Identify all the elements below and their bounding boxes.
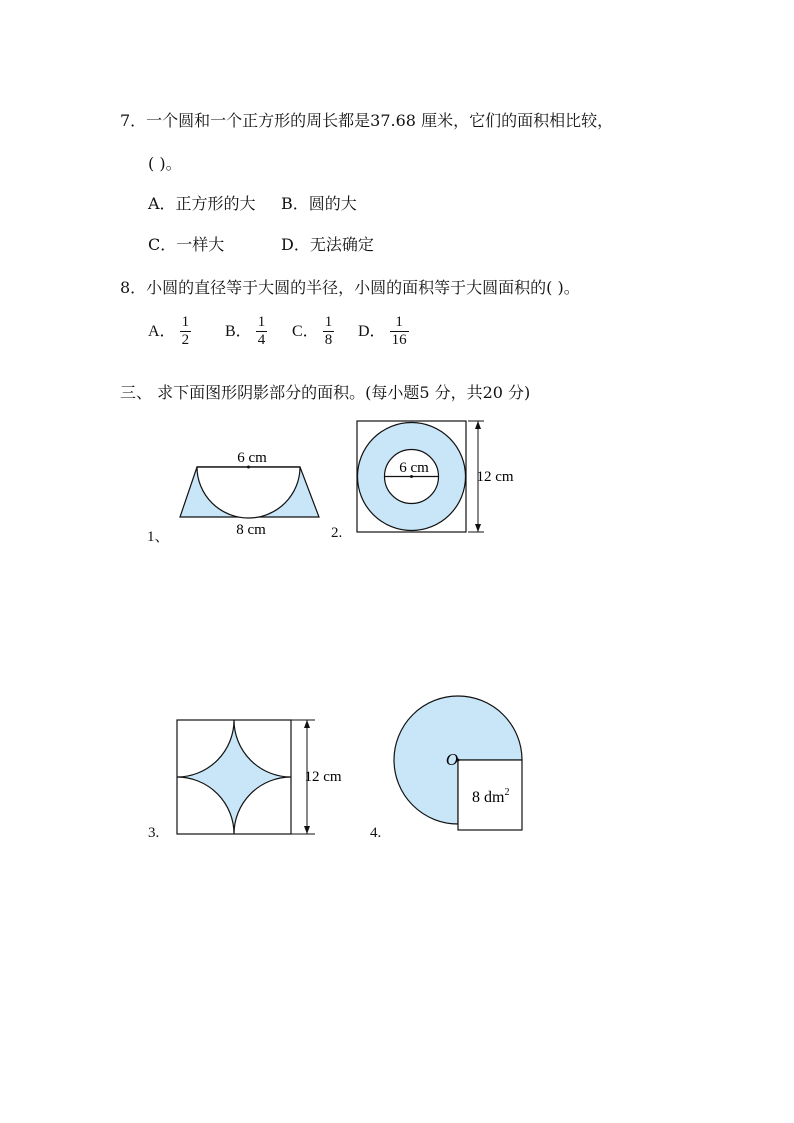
fig3-arrow-down-icon	[304, 826, 310, 834]
q8-option-a-letter: A．	[148, 323, 176, 340]
q8-option-a	[148, 314, 195, 349]
q8-option-b-letter: B．	[225, 323, 252, 340]
fig3-label: 3.	[148, 825, 160, 841]
q8-stem: 8．小圆的直径等于大圆的半径，小圆的面积等于大圆面积的( )。	[120, 278, 580, 297]
fig4-area-superscript: 2	[504, 787, 510, 798]
q8-option-d	[358, 314, 413, 349]
q7-option-a: A．正方形的大	[148, 194, 256, 213]
fraction-numerator: 1	[324, 314, 333, 330]
fig3-arrow-up-icon	[304, 720, 310, 728]
fig2-arrow-up-icon	[475, 421, 481, 429]
fig4-center-label: O	[445, 750, 459, 769]
fraction-denominator: 2	[181, 332, 190, 348]
q7-blank: ( )。	[148, 154, 182, 173]
q8-option-a-fraction	[180, 314, 192, 349]
fig2-label: 2.	[331, 525, 343, 541]
fraction-numerator: 1	[390, 314, 409, 332]
section3-title: 三、 求下面图形阴影部分的面积。(每小题5 分，共20 分)	[120, 383, 531, 402]
fraction-numerator: 1	[181, 314, 190, 330]
fig2-inner-label: 6 cm	[399, 460, 429, 476]
q7-option-d: D．无法确定	[281, 235, 374, 254]
q7-option-b: B．圆的大	[281, 194, 357, 213]
q7-option-c: C．一样大	[148, 235, 225, 254]
fig3-side-label: 12 cm	[304, 769, 342, 785]
q8-option-d-fraction	[390, 314, 409, 349]
q8-option-b-fraction	[256, 314, 268, 349]
fraction-numerator: 1	[257, 314, 266, 330]
q8-option-c-fraction	[323, 314, 335, 349]
fig2-side-label: 12 cm	[476, 469, 514, 485]
fig1-diagram	[170, 440, 330, 545]
fig1-top-label: 6 cm	[237, 450, 267, 466]
fig3-diagram	[170, 712, 360, 842]
fig1-label: 1、	[147, 529, 170, 545]
fig4-label: 4.	[370, 825, 382, 841]
fig1-bottom-label: 8 cm	[236, 522, 266, 538]
q8-option-c-letter: C．	[292, 323, 319, 340]
fig4-diagram	[388, 690, 533, 840]
q8-option-d-letter: D．	[358, 323, 386, 340]
q7-stem: 7．一个圆和一个正方形的周长都是37.68 厘米，它们的面积相比较，	[120, 111, 614, 130]
fig2-arrow-down-icon	[475, 524, 481, 532]
fig2-diagram	[350, 415, 540, 540]
q8-option-c	[292, 314, 338, 349]
fraction-denominator: 4	[257, 332, 266, 348]
fig4-area-label	[472, 787, 509, 806]
fig4-area-text: 8 dm	[472, 789, 505, 806]
fraction-denominator: 16	[391, 332, 407, 348]
fraction-denominator: 8	[324, 332, 333, 348]
q8-option-b	[225, 314, 271, 349]
